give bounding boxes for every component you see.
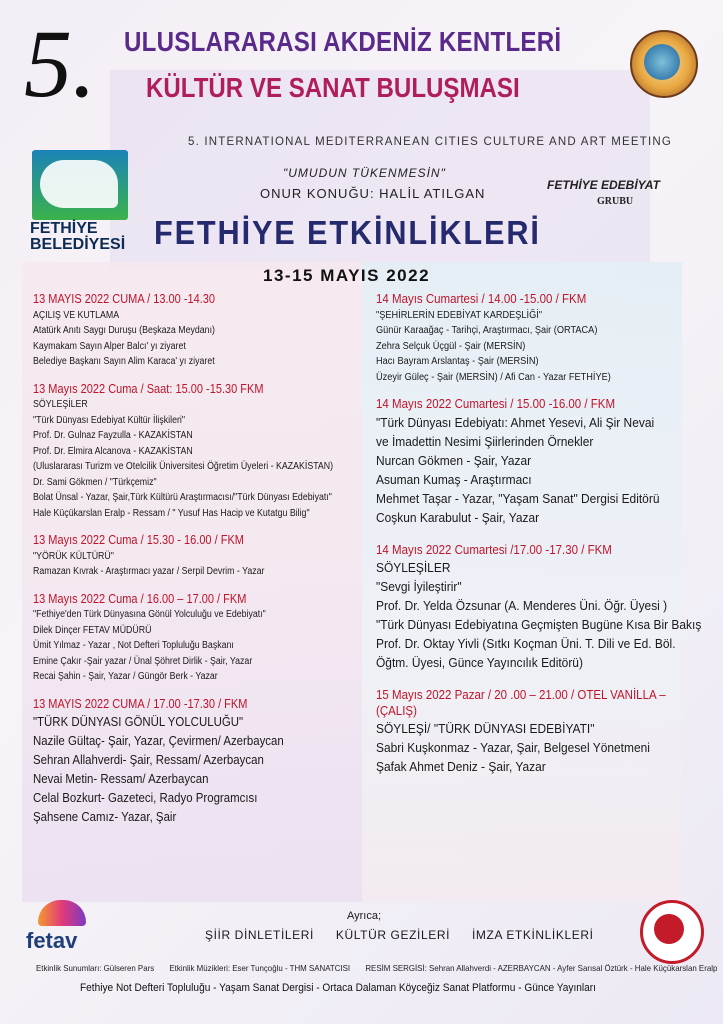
session-line: (Uluslararası Turizm ve Otelcilik Üniversitesi Öğretim Üyeleri - KAZAKİSTAN) xyxy=(33,461,334,472)
credit-item: Etkinlik Sunumları: Gülseren Pars xyxy=(36,963,155,973)
session-line: "Türk Dünyası Edebiyatına Geçmişten Bugüne Kısa Bir Bakış xyxy=(376,617,702,632)
session-line: Zehra Selçuk Üçgül - Şair (MERSİN) xyxy=(376,340,526,352)
municipality-name-1: FETHİYE xyxy=(30,220,98,237)
left-schedule xyxy=(33,292,334,834)
session-line: Hale Küçükarslan Eralp - Ressam / " Yusuf Has Hacip ve Kutatgu Bilig" xyxy=(33,507,310,519)
session-line: Nevai Metin- Ressam/ Azerbaycan xyxy=(33,771,209,786)
session-line: "YÖRÜK KÜLTÜRÜ" xyxy=(33,550,114,562)
session-line: "Sevgi İyileştirir" xyxy=(376,579,462,594)
session-line: Şafak Ahmet Deniz - Şair, Yazar xyxy=(376,759,546,774)
session-line: ve İmadettin Nesimi Şiirlerinden Örnekler xyxy=(376,433,594,449)
literature-group-name: FETHİYE EDEBİYAT xyxy=(547,178,660,192)
session-heading: 13 MAYIS 2022 CUMA / 17.00 -17.30 / FKM xyxy=(33,696,248,711)
session-line: "Fethiye'den Türk Dünyasına Gönül Yolculuğu ve Edebiyatı" xyxy=(33,609,266,620)
also-label: Ayrıca; xyxy=(347,910,382,922)
municipality-logo-wave-icon xyxy=(40,160,118,208)
seal-center-icon xyxy=(654,914,684,944)
main-title: FETHİYE ETKİNLİKLERİ xyxy=(154,214,541,251)
fetav-logo-text: fetav xyxy=(26,928,78,953)
session-line: "Türk Dünyası Edebiyat Kültür İlişkileri" xyxy=(33,414,185,426)
credits xyxy=(36,963,723,973)
session-line: Üzeyir Güleç - Şair (MERSİN) / Afi Can - Yazar FETHİYE) xyxy=(376,371,611,383)
session-heading: 13 Mayıs 2022 Cuma / 16.00 – 17.00 / FKM xyxy=(33,591,247,606)
credit-item: Etkinlik Müzikleri: Eser Tunçoğlu - THM SANATCISI xyxy=(169,963,351,973)
session-line: Celal Bozkurt- Gazeteci, Radyo Programcısı xyxy=(33,790,258,805)
session-line: Kaymakam Sayın Alper Balcı' yı ziyaret xyxy=(33,340,186,352)
session-line: Atatürk Anıtı Saygı Duruşu (Beşkaza Meydanı) xyxy=(33,325,215,336)
session-line: Prof. Dr. Elmira Alcanova - KAZAKİSTAN xyxy=(33,445,193,457)
session-heading: 13 MAYIS 2022 CUMA / 13.00 -14.30 xyxy=(33,292,216,306)
session-line: Sehran Allahverdi- Şair, Ressam/ Azerbaycan xyxy=(33,752,264,767)
session-line: Ümit Yılmaz - Yazar , Not Defteri Topluluğu Başkanı xyxy=(33,640,234,651)
session-heading: 14 Mayıs 2022 Cumartesi /17.00 -17.30 / FKM xyxy=(376,542,612,557)
session-line: SÖYLEŞİLER xyxy=(376,560,451,575)
session-line: AÇILIŞ VE KUTLAMA xyxy=(33,309,120,321)
motto: "UMUDUN TÜKENMESİN" xyxy=(283,166,446,180)
extra-activities xyxy=(205,928,612,942)
session-line: SÖYLEŞİLER xyxy=(33,399,88,410)
guest-of-honor: ONUR KONUĞU: HALİL ATILGAN xyxy=(260,186,486,201)
session-line: Şahsene Camız- Yazar, Şair xyxy=(33,809,177,824)
session-line: Öğtm. Üyesi, Günce Yayıncılık Editörü) xyxy=(376,655,583,670)
session-line: Nurcan Gökmen - Şair, Yazar xyxy=(376,452,532,468)
session-line: Prof. Dr. Oktay Yivli (Sıtkı Koçman Üni. T. Dili ve Ed. Böl. xyxy=(376,636,676,651)
session-line: Sabri Kuşkonmaz - Yazar, Şair, Belgesel Yönetmeni xyxy=(376,740,650,755)
session-line: Günür Karaağaç - Tarihçi, Araştırmacı, Şair (ORTACA) xyxy=(376,325,598,336)
event-dates: 13-15 MAYIS 2022 xyxy=(263,266,431,285)
session-heading: 14 Mayıs 2022 Cumartesi / 15.00 -16.00 / FKM xyxy=(376,397,616,411)
literature-group-sub: GRUBU xyxy=(597,196,634,207)
session-heading: 14 Mayıs Cumartesi / 14.00 -15.00 / FKM xyxy=(376,292,587,306)
extra-activity: İMZA ETKİNLİKLERİ xyxy=(471,928,594,942)
session-heading: 15 Mayıs 2022 Pazar / 20 .00 – 21.00 / OTEL VANİLLA – (ÇALIŞ) xyxy=(376,688,666,718)
title-line-2: KÜLTÜR VE SANAT BULUŞMASI xyxy=(146,72,520,103)
session-line: Recai Şahin - Şair, Yazar / Güngör Berk - Yazar xyxy=(33,671,218,682)
fetav-logo-icon xyxy=(38,900,86,926)
session-line: Prof. Dr. Gulnaz Fayzulla - KAZAKİSTAN xyxy=(33,430,193,441)
session-line: Ramazan Kıvrak - Araştırmacı yazar / Serpil Devrim - Yazar xyxy=(33,566,265,577)
session-line: Belediye Başkanı Sayın Alim Karaca' yı ziyaret xyxy=(33,356,215,367)
extra-activity: ŞİİR DİNLETİLERİ xyxy=(205,928,314,942)
session-heading: 13 Mayıs 2022 Cuma / 15.30 - 16.00 / FKM xyxy=(33,533,244,547)
session-line: "Türk Dünyası Edebiyatı: Ahmet Yesevi, Ali Şir Nevai xyxy=(376,414,655,430)
session-heading: 13 Mayıs 2022 Cuma / Saat: 15.00 -15.30 FKM xyxy=(33,381,264,396)
extra-activity: KÜLTÜR GEZİLERİ xyxy=(335,928,451,942)
emblem-center-icon xyxy=(644,44,680,80)
right-schedule xyxy=(376,292,702,784)
session-line: Mehmet Taşar - Yazar, "Yaşam Sanat" Dergisi Editörü xyxy=(376,490,660,506)
session-line: Asuman Kumaş - Araştırmacı xyxy=(376,471,532,487)
session-line: Dr. Sami Gökmen / "Türkçemiz" xyxy=(33,476,157,488)
session-line: Emine Çakır -Şair yazar / Ünal Şöhret Dirlik - Şair, Yazar xyxy=(33,655,253,667)
session-line: "ŞEHİRLERİN EDEBİYAT KARDEŞLİĞİ" xyxy=(376,309,543,321)
session-line: Hacı Bayram Arslantaş - Şair (MERSİN) xyxy=(376,356,539,367)
title-line-1: ULUSLARARASI AKDENİZ KENTLERİ xyxy=(124,26,562,57)
organizers: Fethiye Not Defteri Topluluğu - Yaşam Sanat Dergisi - Ortaca Dalaman Köyceğiz Sanat Platformu - Günce Yayınları xyxy=(80,982,596,994)
session-line: Coşkun Karabulut - Şair, Yazar xyxy=(376,509,540,525)
session-line: Bolat Ünsal - Yazar, Şair,Türk Kültürü Araştırmacısı/"Türk Dünyası Edebiyatı" xyxy=(33,492,332,503)
session-line: "TÜRK DÜNYASI GÖNÜL YOLCULUĞU" xyxy=(33,714,244,729)
municipality-name-2: BELEDİYESİ xyxy=(30,236,126,253)
session-line: Nazile Gültaç- Şair, Yazar, Çevirmen/ Azerbaycan xyxy=(33,733,284,748)
credit-item: RESİM SERGİSİ: Sehran Allahverdi - AZERBAYCAN - Ayfer Sarısal Öztürk - Hale Küçükarslan Eralp xyxy=(365,963,718,973)
session-line: Prof. Dr. Yelda Özsunar (A. Menderes Üni. Öğr. Üyesi ) xyxy=(376,598,668,613)
session-line: SÖYLEŞİ/ "TÜRK DÜNYASI EDEBİYATI" xyxy=(376,721,595,736)
english-subtitle: 5. INTERNATIONAL MEDITERRANEAN CITIES CULTURE AND ART MEETING xyxy=(188,136,673,148)
edition-number: 5. xyxy=(24,10,96,117)
session-line: Dilek Dinçer FETAV MÜDÜRÜ xyxy=(33,624,152,636)
